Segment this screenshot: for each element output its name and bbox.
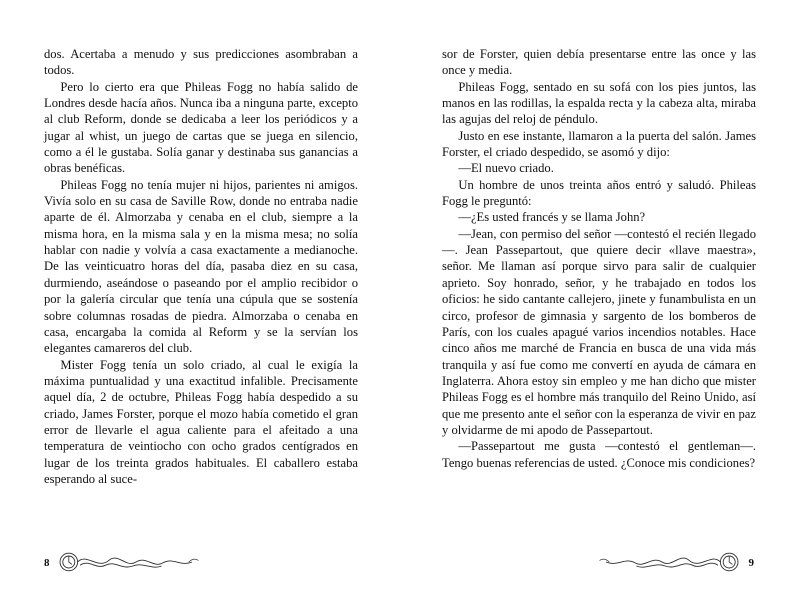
- decorative-flourish-icon: [582, 545, 742, 579]
- paragraph: —El nuevo criado.: [458, 161, 554, 176]
- paragraph: —Passepartout me gusta —contestó el gentleman—. Tengo buenas referencias de usted. ¿Conoce mis condiciones?: [442, 439, 756, 470]
- paragraph: Justo en ese instante, llamaron a la puerta del salón. James Forster, el criado despedido, se asomó y dijo:: [442, 128, 756, 160]
- paragraph: —¿Es usted francés y se llama John?: [458, 210, 646, 225]
- decorative-flourish-icon: [56, 545, 216, 579]
- right-page: [400, 0, 800, 593]
- page-number-right: 9: [748, 557, 754, 569]
- paragraph: Phileas Fogg, sentado en su sofá con los pies juntos, las manos en las rodillas, la espalda recta y la cabeza alta, miraba las agujas del reloj de péndulo.: [442, 79, 756, 127]
- paragraph: sor de Forster, quien debía presentarse entre las once y las once y media.: [442, 47, 756, 78]
- paragraph: dos. Acertaba a menudo y sus predicciones asombraban a todos.: [44, 47, 358, 78]
- paragraph: Un hombre de unos treinta años entró y saludó. Phileas Fogg le preguntó:: [442, 177, 756, 209]
- page-number-left: 8: [44, 557, 50, 569]
- paragraph: Pero lo cierto era que Phileas Fogg no había salido de Londres desde hacía años. Nunca iba a ninguna parte, excepto al club Reform, donde se dedicaba a leer los periódicos y a jugar al whist, un juego de cartas que se juega en silencio, como a él le gustaba. Solía ganar y destinaba sus ganancias a obras benéficas.: [44, 79, 358, 176]
- paragraph: —Jean, con permiso del señor —contestó el recién llegado—. Jean Passepartout, que quiere decir «llave maestra», señor. Me llaman así porque sirvo para salir de cualquier aprieto. Soy honrado, señor, y he trabajado en todos los oficios: he sido cantante callejero, jinete y funambulista en un circo, profesor de gimnasia y sargento de los bomberos de París, con los cuales apagué varios incendios notables. Hace cinco años me marché de Francia en busca de una vida más tranquila y así fue como me convertí en ayuda de cámara en Inglaterra. Ahora estoy sin empleo y me han dicho que mister Phileas Fogg es el hombre más tranquilo del Reino Unido, así que me presento ante el señor con la esperanza de vivir en paz y olvidarme de mi apodo de Passepartout.: [442, 226, 756, 437]
- paragraph: Phileas Fogg no tenía mujer ni hijos, parientes ni amigos. Vivía solo en su casa de Saville Row, donde no entraba nadie aparte de él. Almorzaba y cenaba en el club, siempre a la misma hora, en la misma sala y en la misma mesa; no solía hablar con nadie y volvía a casa exactamente a medianoche. De las veinticuatro horas del día, pasaba diez en su casa, durmiendo, aseándose o paseando por el amplio recibidor o por la galería circular que tenía una cúpula que se sostenía sobre columnas rosadas de piedra. Almorzaba o cenaba en casa, encargaba la comida al Reform y se la servían los elegantes camareros del club.: [44, 177, 358, 356]
- right-page-textblock: [442, 46, 756, 471]
- left-page-textblock: [44, 46, 358, 487]
- paragraph: Mister Fogg tenía un solo criado, al cual le exigía la máxima puntualidad y una exactitud infalible. Precisamente aquel día, 2 de octubre, Phileas Fogg había despedido a su criado, James Forster, porque el mozo había cometido el gran error de llevarle el agua caliente para el afeitado a una temperatura de veintiocho con ocho grados centígrados en lugar de los treinta grados habituales. El caballero estaba esperando al suce-: [44, 357, 358, 486]
